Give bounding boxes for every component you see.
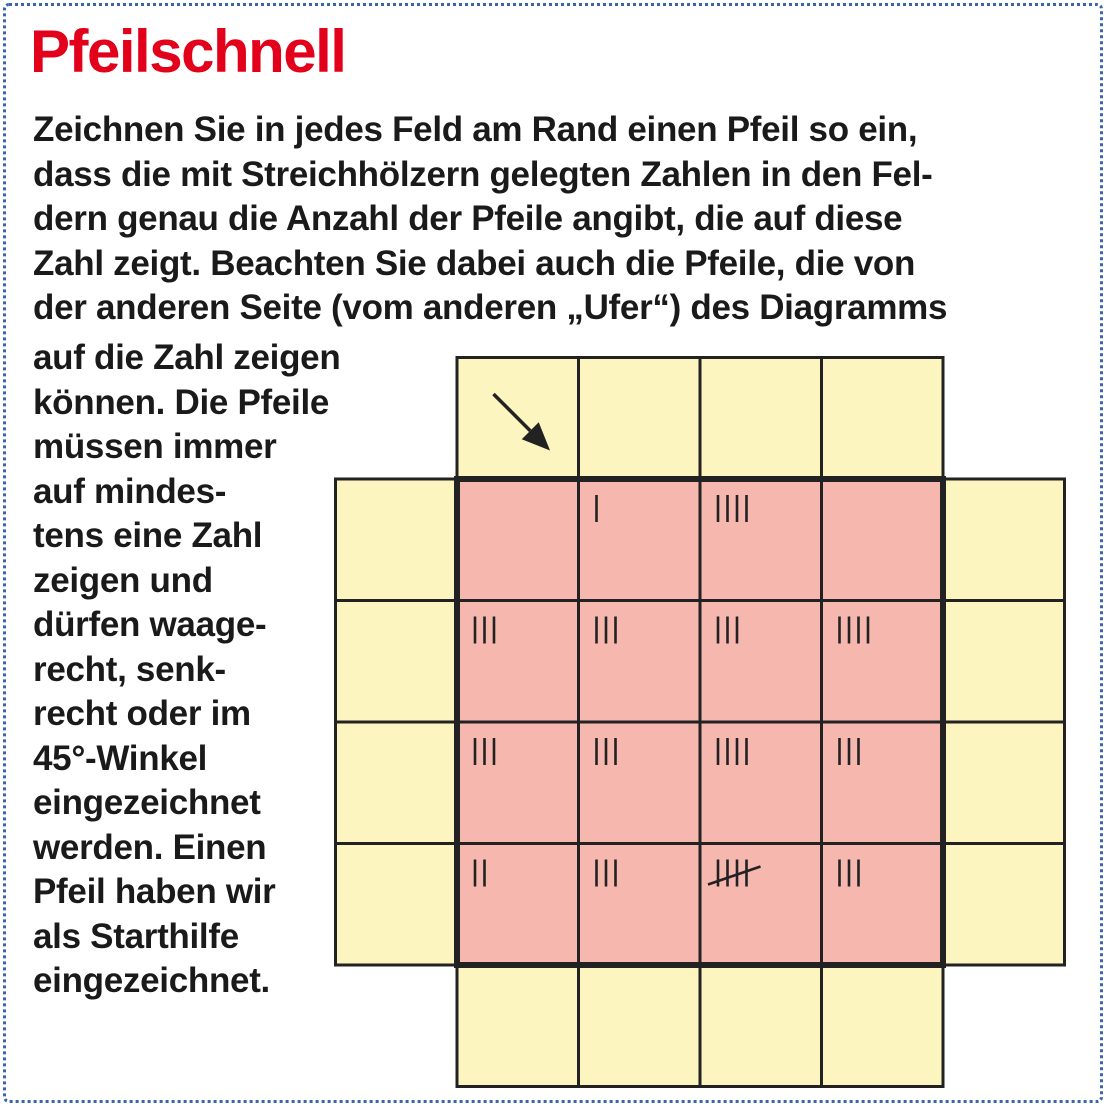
- instruction-line: Zeichnen Sie in jedes Feld am Rand einen Pfeil so ein,: [33, 110, 918, 149]
- border-cell-right-4[interactable]: [943, 844, 1065, 966]
- instruction-line: können. Die Pfeile: [33, 382, 330, 422]
- instruction-line: werden. Einen: [33, 827, 267, 867]
- instruction-line: eingezeichnet: [33, 783, 261, 822]
- instruction-line: der anderen Seite (vom anderen „Ufer“) des Diagramms: [33, 288, 948, 327]
- instruction-line: Pfeil haben wir: [33, 872, 276, 911]
- instruction-line: eingezeichnet.: [33, 961, 270, 1000]
- border-cell-bottom-1[interactable]: [457, 965, 579, 1087]
- instruction-line: dass die mit Streichhölzern gelegten Zahlen in den Fel-: [33, 154, 933, 194]
- border-cell-right-3[interactable]: [943, 722, 1065, 844]
- border-cell-left-3[interactable]: [336, 722, 458, 844]
- border-cell-left-1[interactable]: [336, 479, 458, 601]
- border-cell-left-4[interactable]: [336, 844, 458, 966]
- instruction-line: auf mindes-: [33, 471, 227, 511]
- border-cell-bottom-4[interactable]: [822, 965, 944, 1087]
- instruction-line: tens eine Zahl: [33, 516, 263, 555]
- instruction-line: zeigen und: [33, 560, 213, 600]
- inner-cell-r1-c1: [457, 479, 579, 601]
- inner-cell-r1-c4: [822, 479, 944, 601]
- border-cell-bottom-3[interactable]: [700, 965, 822, 1087]
- instruction-line: als Starthilfe: [33, 916, 239, 956]
- border-cell-left-2[interactable]: [336, 601, 458, 723]
- border-cell-top-3[interactable]: [700, 358, 822, 480]
- instruction-line: dürfen waage-: [33, 605, 267, 644]
- instruction-line: recht, senk-: [33, 649, 226, 689]
- border-cell-top-4[interactable]: [822, 358, 944, 480]
- border-cell-right-2[interactable]: [943, 601, 1065, 723]
- border-cell-top-2[interactable]: [579, 358, 701, 480]
- instruction-line: recht oder im: [33, 694, 251, 733]
- puzzle-title: Pfeilschnell: [30, 18, 346, 85]
- inner-cells: [457, 479, 943, 965]
- instruction-line: dern genau die Anzahl der Pfeile angibt, die auf diese: [33, 199, 903, 238]
- border-cell-right-1[interactable]: [943, 479, 1065, 601]
- instruction-line: 45°-Winkel: [33, 738, 208, 778]
- instruction-line: Zahl zeigt. Beachten Sie dabei auch die Pfeile, die von: [33, 243, 916, 283]
- instruction-line: müssen immer: [33, 427, 277, 466]
- instruction-line: auf die Zahl zeigen: [33, 338, 341, 377]
- border-cell-bottom-2[interactable]: [579, 965, 701, 1087]
